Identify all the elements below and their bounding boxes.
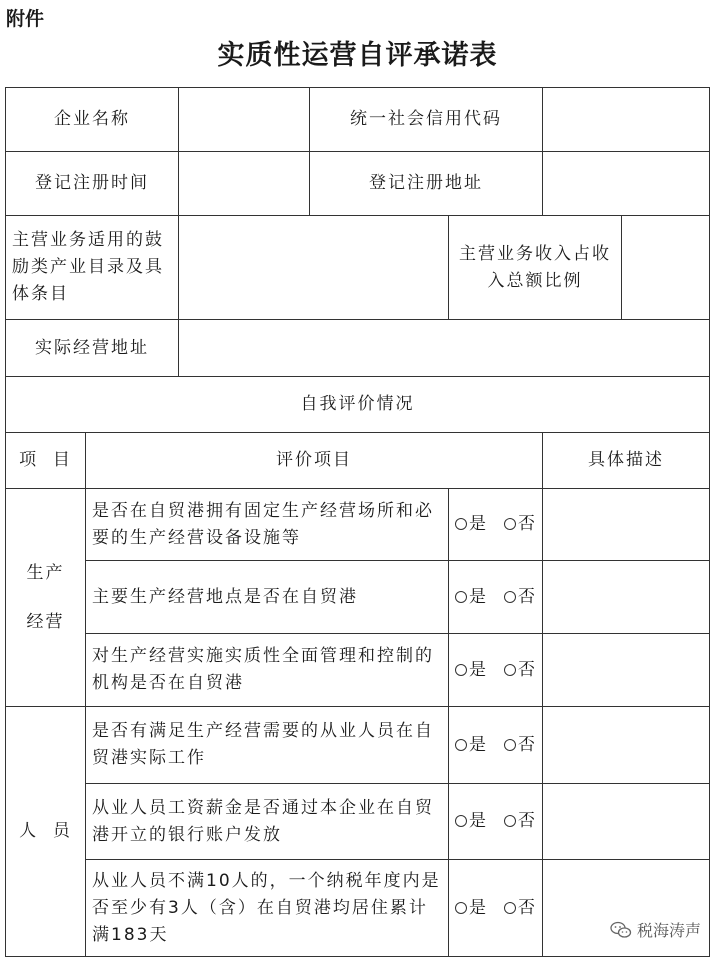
watermark-text: 税海涛声 bbox=[636, 921, 701, 940]
page-title: 实质性运营自评承诺表 bbox=[217, 40, 498, 71]
description-field[interactable] bbox=[543, 489, 710, 561]
reg-time-field[interactable] bbox=[179, 152, 310, 216]
eval-item-text: 从业人员不满10人的，一个纳税年度内是否至少有3人（含）在自贸港均居住累计满183天 bbox=[86, 860, 449, 957]
yes-no-radio-group[interactable] bbox=[449, 784, 543, 860]
no-label: 否 bbox=[518, 586, 537, 607]
radio-no-icon[interactable] bbox=[504, 902, 516, 914]
eval-item-text: 对生产经营实施实质性全面管理和控制的机构是否在自贸港 bbox=[86, 634, 449, 707]
actual-address-label: 实际经营地址 bbox=[6, 320, 179, 377]
yes-no-radio-group[interactable] bbox=[449, 634, 543, 707]
no-label: 否 bbox=[518, 734, 537, 755]
watermark bbox=[610, 918, 701, 941]
wechat-icon bbox=[610, 921, 632, 939]
company-name-field[interactable] bbox=[179, 88, 310, 152]
col-header-eval: 评价项目 bbox=[86, 433, 543, 489]
radio-yes-icon[interactable] bbox=[455, 664, 467, 676]
credit-code-label: 统一社会信用代码 bbox=[310, 88, 543, 152]
reg-time-label: 登记注册时间 bbox=[6, 152, 179, 216]
eval-item-text: 从业人员工资薪金是否通过本企业在自贸港开立的银行账户发放 bbox=[86, 784, 449, 860]
radio-no-icon[interactable] bbox=[504, 591, 516, 603]
credit-code-field[interactable] bbox=[543, 88, 710, 152]
description-field[interactable] bbox=[543, 707, 710, 784]
group-label-line: 生产 bbox=[26, 562, 65, 583]
attachment-label: 附件 bbox=[6, 8, 45, 30]
no-label: 否 bbox=[518, 514, 537, 534]
group-label-line: 经营 bbox=[26, 611, 65, 632]
table-row bbox=[6, 634, 710, 707]
radio-yes-icon[interactable] bbox=[455, 739, 467, 751]
yes-label: 是 bbox=[469, 586, 488, 607]
group-label-production bbox=[6, 489, 86, 707]
yes-label: 是 bbox=[469, 734, 488, 755]
actual-address-field[interactable] bbox=[179, 320, 710, 377]
yes-no-radio-group[interactable] bbox=[449, 860, 543, 957]
reg-address-label: 登记注册地址 bbox=[310, 152, 543, 216]
eval-item-text: 是否在自贸港拥有固定生产经营场所和必要的生产经营设备设施等 bbox=[86, 489, 449, 561]
col-header-item: 项 目 bbox=[6, 433, 86, 489]
yes-label: 是 bbox=[469, 811, 488, 831]
yes-label: 是 bbox=[469, 514, 488, 534]
radio-no-icon[interactable] bbox=[504, 518, 516, 530]
radio-no-icon[interactable] bbox=[504, 815, 516, 827]
table-row bbox=[6, 489, 710, 561]
eval-item-text: 主要生产经营地点是否在自贸港 bbox=[86, 561, 449, 634]
table-row bbox=[6, 707, 710, 784]
company-name-label: 企业名称 bbox=[6, 88, 179, 152]
yes-label: 是 bbox=[469, 659, 488, 680]
col-header-desc: 具体描述 bbox=[543, 433, 710, 489]
income-ratio-label: 主营业务收入占收入总额比例 bbox=[449, 216, 622, 320]
reg-address-field[interactable] bbox=[543, 152, 710, 216]
no-label: 否 bbox=[518, 811, 537, 831]
description-field[interactable] bbox=[543, 860, 710, 957]
yes-no-radio-group[interactable] bbox=[449, 489, 543, 561]
self-eval-section-title: 自我评价情况 bbox=[6, 377, 710, 433]
eval-item-text: 是否有满足生产经营需要的从业人员在自贸港实际工作 bbox=[86, 707, 449, 784]
group-label-staff: 人 员 bbox=[6, 707, 86, 957]
catalog-field[interactable] bbox=[179, 216, 449, 320]
radio-no-icon[interactable] bbox=[504, 664, 516, 676]
radio-no-icon[interactable] bbox=[504, 739, 516, 751]
description-field[interactable] bbox=[543, 784, 710, 860]
radio-yes-icon[interactable] bbox=[455, 902, 467, 914]
radio-yes-icon[interactable] bbox=[455, 518, 467, 530]
no-label: 否 bbox=[518, 897, 537, 918]
yes-label: 是 bbox=[469, 897, 488, 918]
description-field[interactable] bbox=[543, 634, 710, 707]
yes-no-radio-group[interactable] bbox=[449, 707, 543, 784]
commitment-form-table bbox=[5, 87, 710, 957]
catalog-label: 主营业务适用的鼓励类产业目录及具体条目 bbox=[6, 216, 179, 320]
yes-no-radio-group[interactable] bbox=[449, 561, 543, 634]
table-row bbox=[6, 784, 710, 860]
radio-yes-icon[interactable] bbox=[455, 815, 467, 827]
description-field[interactable] bbox=[543, 561, 710, 634]
radio-yes-icon[interactable] bbox=[455, 591, 467, 603]
table-row bbox=[6, 860, 710, 957]
table-row bbox=[6, 561, 710, 634]
income-ratio-field[interactable] bbox=[622, 216, 710, 320]
no-label: 否 bbox=[518, 659, 537, 680]
